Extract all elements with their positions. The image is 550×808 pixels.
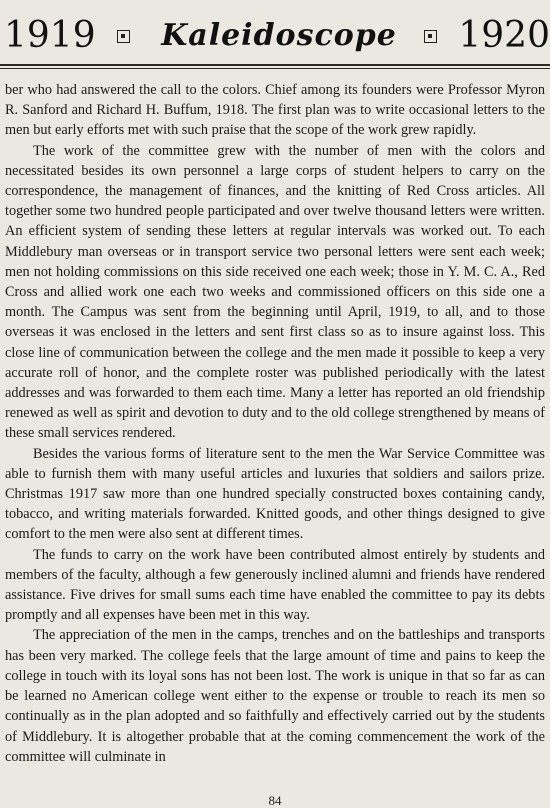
ornament-square-icon	[117, 30, 130, 43]
paragraph: The work of the committee grew with the number of men with the colors and necessitated besides its own personnel a large corps of student helpers to carry on the correspondence, the management of finances, and the knitting of Red Cross articles. All together some two hundred people participated and over twelve thousand letters were written. An efficient system of sending these letters at regular intervals was worked out. To each Middlebury man overseas or in transport service two personal letters were sent each week; men not holding commissions on this side received one each week; those in Y. M. C. A., Red Cross and allied work one each two weeks and commissioned officers on this side one a month. The Campus was sent from the beginning until April, 1919, to all, and to those overseas it was enclosed in the letters and sent first class so as to insure against loss. This close line of communication between the college and the men made it possible to keep a very accurate roll of honor, and the complete roster was published periodically with the latest addresses and was forwarded to them each time. Many a letter has reported an old friendship renewed as well as spirit and devotion to duty and to the old college strengthened by means of these small services rendered.	[5, 142, 545, 442]
header-title: Kaleidoscope	[161, 18, 397, 53]
paragraph: ber who had answered the call to the colors. Chief among its founders were Professor Myron R. Sanford and Richard H. Buffum, 1918. The first plan was to write occasional letters to the men but early efforts met with such praise that the scope of the work grew rapidly.	[5, 82, 545, 139]
paragraph: Besides the various forms of literature sent to the men the War Service Committee was able to furnish them with many useful articles and luxuries that soldiers and sailors prize. Christmas 1917 saw more than one hundred specially constructed boxes containing candy, tobacco, and writing materials forwarded. Knitted goods, and other things designed to give comfort to the men were also sent at different times.	[5, 445, 545, 543]
header-rule	[0, 64, 550, 66]
body-text	[5, 80, 545, 767]
paragraph: The appreciation of the men in the camps, trenches and on the battleships and transports has been very marked. The college feels that the large amount of time and pains to keep the college in touch with its loyal sons has not been lost. The work is unique in that so far as can be learned no American college went either to the expense or trouble to reach its men so continually as in the plan adopted and so faithfully and effectively carried out by the students of Middlebury. It is altogether probable that at the coming commencement the work of the committee will culminate in	[5, 627, 545, 765]
ornament-square-icon	[424, 30, 437, 43]
header-year-right: 1920	[458, 15, 550, 56]
header-rule-thin	[0, 68, 550, 69]
header-year-left: 1919	[4, 15, 96, 56]
page-header	[0, 0, 550, 72]
paragraph: The funds to carry on the work have been contributed almost entirely by students and members of the faculty, although a few generously inclined alumni and friends have rendered assistance. Five drives for small sums each time have enabled the committee to pay its debts promptly and all expenses have been met in this way.	[5, 546, 545, 624]
page-number: 84	[268, 793, 282, 808]
